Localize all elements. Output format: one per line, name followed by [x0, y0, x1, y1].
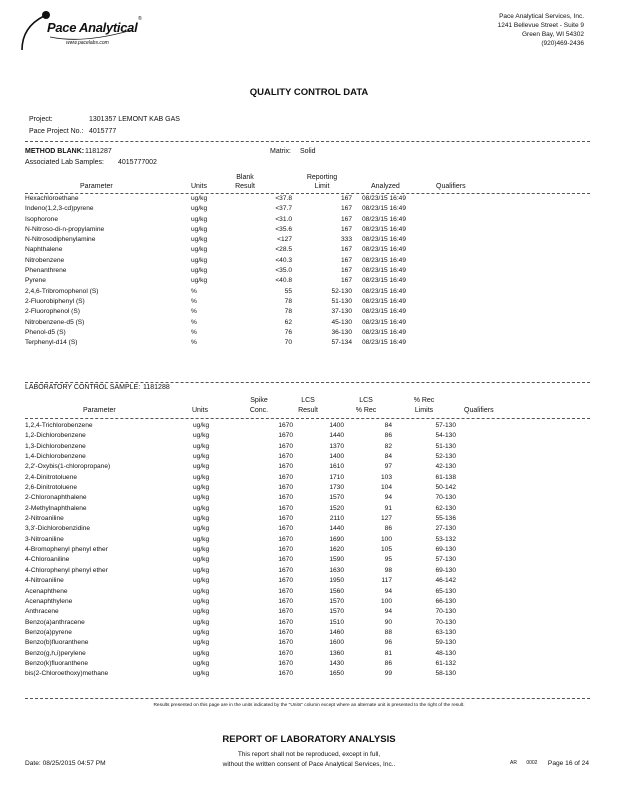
mb-units: ug/kg — [191, 225, 208, 233]
mb-limit: 167 — [340, 225, 352, 233]
lcs-units: ug/kg — [193, 442, 210, 450]
mb-parameter: Pyrene — [25, 277, 46, 285]
mb-parameter: 2-Fluorophenol (S) — [25, 308, 80, 316]
lcs-spike: 1670 — [278, 639, 293, 647]
lcs-parameter: 2,6-Dinitrotoluene — [25, 484, 78, 492]
lcs-spike: 1670 — [278, 494, 293, 502]
lcs-result: 1950 — [329, 577, 344, 585]
mb-limit: 167 — [340, 267, 352, 275]
lcs-spike: 1670 — [278, 504, 293, 512]
lcs-spike: 1670 — [278, 422, 293, 429]
lcs-col-parameter: Parameter — [83, 407, 116, 414]
lcs-spike: 1670 — [278, 473, 293, 481]
lcs-units: ug/kg — [193, 618, 210, 626]
lcs-percent-rec: 104 — [380, 484, 392, 492]
lab-name: Pace Analytical Services, Inc. — [499, 13, 584, 20]
mb-col-qualifiers: Qualifiers — [436, 183, 466, 190]
mb-parameter: Terphenyl-d14 (S) — [25, 339, 78, 347]
lcs-parameter: 1,2,4-Trichlorobenzene — [25, 422, 93, 429]
mb-col-units: Units — [191, 183, 207, 190]
lcs-spike: 1670 — [278, 670, 293, 678]
initials-2: 0002 — [526, 760, 538, 766]
lcs-limits: 61-138 — [435, 473, 456, 481]
lcs-units: ug/kg — [193, 628, 210, 636]
lcs-limits: 65-130 — [435, 587, 456, 595]
lcs-parameter: 3-Nitroaniline — [25, 535, 64, 543]
lcs-limits: 50-142 — [435, 484, 456, 492]
lcs-limits: 42-130 — [435, 463, 456, 471]
lcs-result: 1560 — [329, 587, 344, 595]
logo-text: Pace Analytical — [47, 20, 138, 35]
lcs-id: 1181288 — [143, 384, 170, 391]
lcs-spike: 1670 — [278, 659, 293, 667]
lcs-percent-rec: 97 — [384, 463, 392, 471]
lcs-units: ug/kg — [193, 587, 210, 595]
lab-phone: (920)469-2436 — [541, 40, 584, 47]
mb-units: ug/kg — [191, 236, 208, 244]
lcs-limits: 69-130 — [435, 546, 456, 554]
lcs-units: ug/kg — [193, 525, 210, 533]
divider — [25, 418, 590, 419]
lcs-parameter: 1,3-Dichlorobenzene — [25, 442, 86, 450]
matrix-label: Matrix: — [270, 148, 291, 155]
lcs-parameter: 4-Chloroaniline — [25, 556, 70, 564]
mb-col-blank-1: Blank — [236, 174, 254, 181]
lcs-units: ug/kg — [193, 639, 210, 647]
mb-units: ug/kg — [191, 195, 208, 202]
lcs-units: ug/kg — [193, 535, 210, 543]
lcs-spike: 1670 — [278, 484, 293, 492]
method-blank-label: METHOD BLANK: — [25, 148, 85, 155]
mb-limit: 37-130 — [331, 308, 352, 316]
lcs-spike: 1670 — [278, 535, 293, 543]
lcs-result: 1570 — [329, 597, 344, 605]
lcs-spike: 1670 — [278, 556, 293, 564]
mb-analyzed: 08/23/15 16:49 — [362, 287, 406, 295]
mb-analyzed: 08/23/15 16:49 — [362, 205, 406, 213]
mb-parameter: Phenol-d5 (S) — [25, 328, 66, 336]
lcs-col-spike-2: Conc. — [249, 407, 269, 414]
report-date: Date: 08/25/2015 04:57 PM — [25, 760, 106, 767]
lcs-spike: 1670 — [278, 577, 293, 585]
mb-result: <35.0 — [275, 267, 292, 275]
lcs-units: ug/kg — [193, 566, 210, 574]
lcs-result: 1440 — [329, 432, 344, 440]
lcs-units: ug/kg — [193, 473, 210, 481]
lcs-percent-rec: 86 — [384, 432, 392, 440]
lcs-limits: 62-130 — [435, 504, 456, 512]
mb-result: <37.7 — [275, 205, 292, 213]
lcs-spike: 1670 — [278, 597, 293, 605]
lcs-limits: 51-130 — [435, 442, 456, 450]
lcs-spike: 1670 — [278, 608, 293, 616]
lcs-limits: 54-130 — [435, 432, 456, 440]
lcs-result: 1590 — [329, 556, 344, 564]
mb-limit: 333 — [340, 236, 352, 244]
mb-analyzed: 08/23/15 16:49 — [362, 308, 406, 316]
mb-parameter: Isophorone — [25, 215, 58, 223]
units-footnote: Results presented on this page are in the units indicated by the "Units" column except where an alternate unit is presented to the right of the result. — [153, 703, 465, 708]
mb-parameter: 2,4,6-Tribromophenol (S) — [25, 287, 99, 295]
lcs-percent-rec: 84 — [384, 422, 392, 429]
lcs-parameter: Acenaphthene — [25, 587, 68, 595]
lcs-limits: 58-130 — [435, 670, 456, 678]
lcs-result: 1730 — [329, 484, 344, 492]
lcs-percent-rec: 88 — [384, 628, 392, 636]
lcs-limits: 48-130 — [435, 649, 456, 657]
mb-analyzed: 08/23/15 16:49 — [362, 256, 406, 264]
mb-result: 76 — [284, 328, 292, 336]
lcs-spike: 1670 — [278, 442, 293, 450]
lcs-percent-rec: 86 — [384, 525, 392, 533]
lcs-col-lcs-1: LCS — [301, 397, 315, 404]
mb-analyzed: 08/23/15 16:49 — [362, 195, 406, 202]
lcs-result: 1600 — [329, 639, 344, 647]
lcs-percent-rec: 96 — [384, 639, 392, 647]
lcs-result: 1570 — [329, 494, 344, 502]
lcs-spike: 1670 — [278, 546, 293, 554]
mb-parameter: Hexachloroethane — [25, 195, 79, 202]
lab-address — [404, 12, 584, 48]
lcs-parameter: 3,3'-Dichlorobenzidine — [25, 525, 91, 533]
lcs-limits: 27-130 — [435, 525, 456, 533]
lcs-percent-rec: 94 — [384, 587, 392, 595]
mb-col-parameter: Parameter — [80, 183, 113, 190]
mb-analyzed: 08/23/15 16:49 — [362, 277, 406, 285]
mb-limit: 45-130 — [331, 318, 352, 326]
lcs-units: ug/kg — [193, 422, 210, 429]
lcs-parameter: 4-Chlorophenyl phenyl ether — [25, 566, 108, 574]
lcs-result: 1510 — [329, 618, 344, 626]
lcs-result: 1360 — [329, 649, 344, 657]
mb-result: <31.0 — [275, 215, 292, 223]
mb-units: % — [191, 318, 197, 326]
lcs-units: ug/kg — [193, 608, 210, 616]
assoc-samples-value: 4015777002 — [118, 159, 157, 166]
lcs-limits: 69-130 — [435, 566, 456, 574]
lcs-result: 1610 — [329, 463, 344, 471]
lcs-percent-rec: 100 — [380, 597, 392, 605]
lcs-units: ug/kg — [193, 649, 210, 657]
mb-parameter: N-Nitroso-di-n-propylamine — [25, 225, 105, 233]
lcs-parameter: Benzo(a)pyrene — [25, 628, 72, 636]
lcs-result: 1710 — [329, 473, 344, 481]
lcs-result: 1630 — [329, 566, 344, 574]
mb-limit: 51-130 — [331, 297, 352, 305]
lcs-limits: 53-132 — [435, 535, 456, 543]
lcs-result: 1370 — [329, 442, 344, 450]
mb-analyzed: 08/23/15 16:49 — [362, 225, 406, 233]
lcs-percent-rec: 94 — [384, 608, 392, 616]
lcs-result: 1620 — [329, 546, 344, 554]
mb-result: <40.3 — [275, 256, 292, 264]
mb-result: 78 — [284, 297, 292, 305]
lcs-units: ug/kg — [193, 484, 210, 492]
mb-analyzed: 08/23/15 16:49 — [362, 267, 406, 275]
lcs-result: 1400 — [329, 453, 344, 461]
lcs-units: ug/kg — [193, 453, 210, 461]
lcs-limits: 70-130 — [435, 618, 456, 626]
lcs-percent-rec: 91 — [384, 504, 392, 512]
project-value: 1301357 LEMONT KAB GAS — [89, 116, 180, 123]
disclaimer-line-2: without the written consent of Pace Analytical Services, Inc.. — [222, 761, 396, 768]
lcs-result: 2110 — [329, 515, 344, 523]
lcs-units: ug/kg — [193, 515, 210, 523]
lcs-result: 1440 — [329, 525, 344, 533]
lcs-parameter: Anthracene — [25, 608, 59, 616]
lcs-result: 1460 — [329, 628, 344, 636]
mb-result: 70 — [284, 339, 292, 347]
lcs-limits: 66-130 — [435, 597, 456, 605]
lcs-parameter: 2-Methylnaphthalene — [25, 504, 87, 512]
mb-col-blank-2: Result — [235, 183, 255, 190]
assoc-samples-label: Associated Lab Samples: — [25, 159, 104, 166]
lcs-result: 1570 — [329, 608, 344, 616]
lcs-limits: 52-130 — [435, 453, 456, 461]
lcs-spike: 1670 — [278, 628, 293, 636]
lcs-units: ug/kg — [193, 546, 210, 554]
lcs-col-lcs-2: Result — [298, 407, 318, 414]
lcs-units: ug/kg — [193, 504, 210, 512]
lab-city: Green Bay, WI 54302 — [521, 31, 584, 38]
mb-analyzed: 08/23/15 16:49 — [362, 339, 406, 347]
mb-result: <40.8 — [275, 277, 292, 285]
lcs-parameter: 1,2-Dichlorobenzene — [25, 432, 86, 440]
matrix-value: Solid — [300, 148, 316, 155]
pace-logo — [14, 6, 144, 54]
lcs-percent-rec: 94 — [384, 494, 392, 502]
mb-units: ug/kg — [191, 267, 208, 275]
mb-limit: 167 — [340, 277, 352, 285]
lcs-percent-rec: 90 — [384, 618, 392, 626]
mb-units: % — [191, 297, 197, 305]
mb-result: <35.6 — [275, 225, 292, 233]
lcs-spike: 1670 — [278, 453, 293, 461]
lcs-parameter: Acenaphthylene — [25, 597, 73, 605]
lcs-percent-rec: 127 — [380, 515, 392, 523]
lcs-parameter: Benzo(b)fluoranthene — [25, 639, 89, 647]
mb-units: ug/kg — [191, 256, 208, 264]
mb-limit: 167 — [340, 195, 352, 202]
lcs-parameter: 1,4-Dichlorobenzene — [25, 453, 86, 461]
lcs-limits: 61-132 — [435, 659, 456, 667]
lcs-spike: 1670 — [278, 515, 293, 523]
lcs-parameter: 2-Nitroaniline — [25, 515, 64, 523]
lcs-limits: 46-142 — [435, 577, 456, 585]
mb-parameter: Naphthalene — [25, 246, 63, 254]
lcs-parameter: bis(2-Chloroethoxy)methane — [25, 670, 109, 678]
lcs-units: ug/kg — [193, 556, 210, 564]
mb-result: <127 — [277, 236, 292, 244]
lcs-percent-rec: 117 — [381, 577, 392, 585]
lcs-units: ug/kg — [193, 494, 210, 502]
mb-analyzed: 08/23/15 16:49 — [362, 215, 406, 223]
mb-units: ug/kg — [191, 277, 208, 285]
lcs-parameter: Benzo(k)fluoranthene — [25, 659, 89, 667]
mb-result: 78 — [284, 308, 292, 316]
lcs-spike: 1670 — [278, 432, 293, 440]
lcs-col-rec-1: LCS — [359, 397, 373, 404]
lcs-units: ug/kg — [193, 577, 210, 585]
divider — [25, 698, 590, 699]
lcs-percent-rec: 105 — [380, 546, 392, 554]
mb-limit: 57-134 — [331, 339, 352, 347]
mb-parameter: Phenanthrene — [25, 267, 67, 275]
mb-parameter: N-Nitrosodiphenylamine — [25, 236, 96, 244]
lcs-parameter: Benzo(g,h,i)perylene — [25, 649, 86, 657]
mb-col-rep-1: Reporting — [306, 174, 338, 181]
lcs-limits: 70-130 — [435, 494, 456, 502]
lcs-parameter: Benzo(a)anthracene — [25, 618, 85, 626]
mb-parameter: Nitrobenzene-d5 (S) — [25, 318, 85, 326]
mb-analyzed: 08/23/15 16:49 — [362, 246, 406, 254]
mb-units: % — [191, 328, 197, 336]
page-title: QUALITY CONTROL DATA — [249, 87, 369, 98]
lcs-spike: 1670 — [278, 463, 293, 471]
lcs-col-spike-1: Spike — [250, 397, 268, 404]
mb-parameter: Nitrobenzene — [25, 256, 65, 264]
mb-result: 55 — [284, 287, 292, 295]
mb-limit: 167 — [340, 215, 352, 223]
lcs-limits: 55-136 — [435, 515, 456, 523]
lcs-percent-rec: 98 — [384, 566, 392, 574]
lcs-units: ug/kg — [193, 670, 210, 678]
mb-limit: 36-130 — [331, 328, 352, 336]
lcs-units: ug/kg — [193, 659, 210, 667]
registered-mark: ® — [138, 16, 142, 22]
lcs-units: ug/kg — [193, 597, 210, 605]
mb-result: 62 — [284, 318, 292, 326]
lcs-spike: 1670 — [278, 618, 293, 626]
lcs-result: 1650 — [329, 670, 344, 678]
lab-street: 1241 Bellevue Street - Suite 9 — [497, 22, 584, 29]
report-title: REPORT OF LABORATORY ANALYSIS — [222, 734, 396, 745]
lcs-parameter: 2-Chloronaphthalene — [25, 494, 87, 502]
mb-parameter: 2-Fluorobiphenyl (S) — [25, 297, 85, 305]
lcs-units: ug/kg — [193, 463, 210, 471]
mb-units: ug/kg — [191, 215, 208, 223]
lcs-result: 1520 — [329, 504, 344, 512]
project-label: Project: — [29, 116, 53, 123]
mb-limit: 167 — [340, 246, 352, 254]
mb-result: <28.5 — [275, 246, 292, 254]
mb-limit: 52-130 — [331, 287, 352, 295]
lcs-col-rec-2: % Rec — [355, 407, 377, 414]
lcs-percent-rec: 100 — [380, 535, 392, 543]
lcs-percent-rec: 99 — [384, 670, 392, 678]
lcs-label: LABORATORY CONTROL SAMPLE: — [25, 384, 141, 391]
lcs-col-limits-2: Limits — [414, 407, 434, 414]
lcs-spike: 1670 — [278, 566, 293, 574]
lcs-limits: 70-130 — [435, 608, 456, 616]
lcs-col-limits-1: % Rec — [413, 397, 435, 404]
disclaimer-line-1: This report shall not be reproduced, except in full, — [237, 751, 381, 758]
method-blank-id: 1181287 — [85, 148, 112, 155]
mb-analyzed: 08/23/15 16:49 — [362, 328, 406, 336]
mb-units: % — [191, 308, 197, 316]
divider — [25, 193, 590, 194]
lcs-limits: 59-130 — [435, 639, 456, 647]
logo-url: www.pacelabs.com — [66, 40, 109, 46]
mb-parameter: Indeno(1,2,3-cd)pyrene — [25, 205, 94, 213]
lcs-limits: 57-130 — [435, 556, 456, 564]
lcs-limits: 63-130 — [435, 628, 456, 636]
lcs-spike: 1670 — [278, 649, 293, 657]
page-number: Page 16 of 24 — [547, 760, 589, 767]
lcs-spike: 1670 — [278, 525, 293, 533]
lcs-parameter: 2,2'-Oxybis(1-chloropropane) — [25, 463, 111, 471]
mb-analyzed: 08/23/15 16:49 — [362, 297, 406, 305]
mb-result: <37.8 — [275, 195, 292, 202]
mb-analyzed: 08/23/15 16:49 — [362, 318, 406, 326]
lcs-parameter: 2,4-Dinitrotoluene — [25, 473, 78, 481]
mb-units: ug/kg — [191, 205, 208, 213]
pace-project-label: Pace Project No.: — [29, 128, 84, 135]
lcs-percent-rec: 86 — [384, 659, 392, 667]
mb-units: % — [191, 287, 197, 295]
lcs-col-units: Units — [192, 407, 208, 414]
lcs-percent-rec: 81 — [384, 649, 392, 657]
lcs-percent-rec: 103 — [380, 473, 392, 481]
lcs-result: 1400 — [329, 422, 344, 429]
lcs-result: 1690 — [329, 535, 344, 543]
lcs-parameter: 4-Bromophenyl phenyl ether — [25, 546, 108, 554]
lcs-percent-rec: 84 — [384, 453, 392, 461]
mb-col-analyzed: Analyzed — [371, 183, 400, 190]
initials-1: AR — [510, 760, 517, 766]
mb-units: ug/kg — [191, 246, 208, 254]
lcs-spike: 1670 — [278, 587, 293, 595]
pace-project-value: 4015777 — [89, 128, 117, 135]
lcs-percent-rec: 95 — [384, 556, 392, 564]
lcs-parameter: 4-Nitroaniline — [25, 577, 64, 585]
lcs-col-qualifiers: Qualifiers — [464, 407, 494, 414]
lcs-result: 1430 — [329, 659, 344, 667]
initials — [510, 760, 537, 766]
mb-analyzed: 08/23/15 16:49 — [362, 236, 406, 244]
mb-limit: 167 — [340, 256, 352, 264]
lcs-units: ug/kg — [193, 432, 210, 440]
divider — [25, 141, 590, 142]
mb-units: % — [191, 339, 197, 347]
lcs-limits: 57-130 — [435, 422, 456, 429]
lcs-percent-rec: 82 — [384, 442, 392, 450]
mb-limit: 167 — [340, 205, 352, 213]
mb-col-rep-2: Limit — [314, 183, 330, 190]
